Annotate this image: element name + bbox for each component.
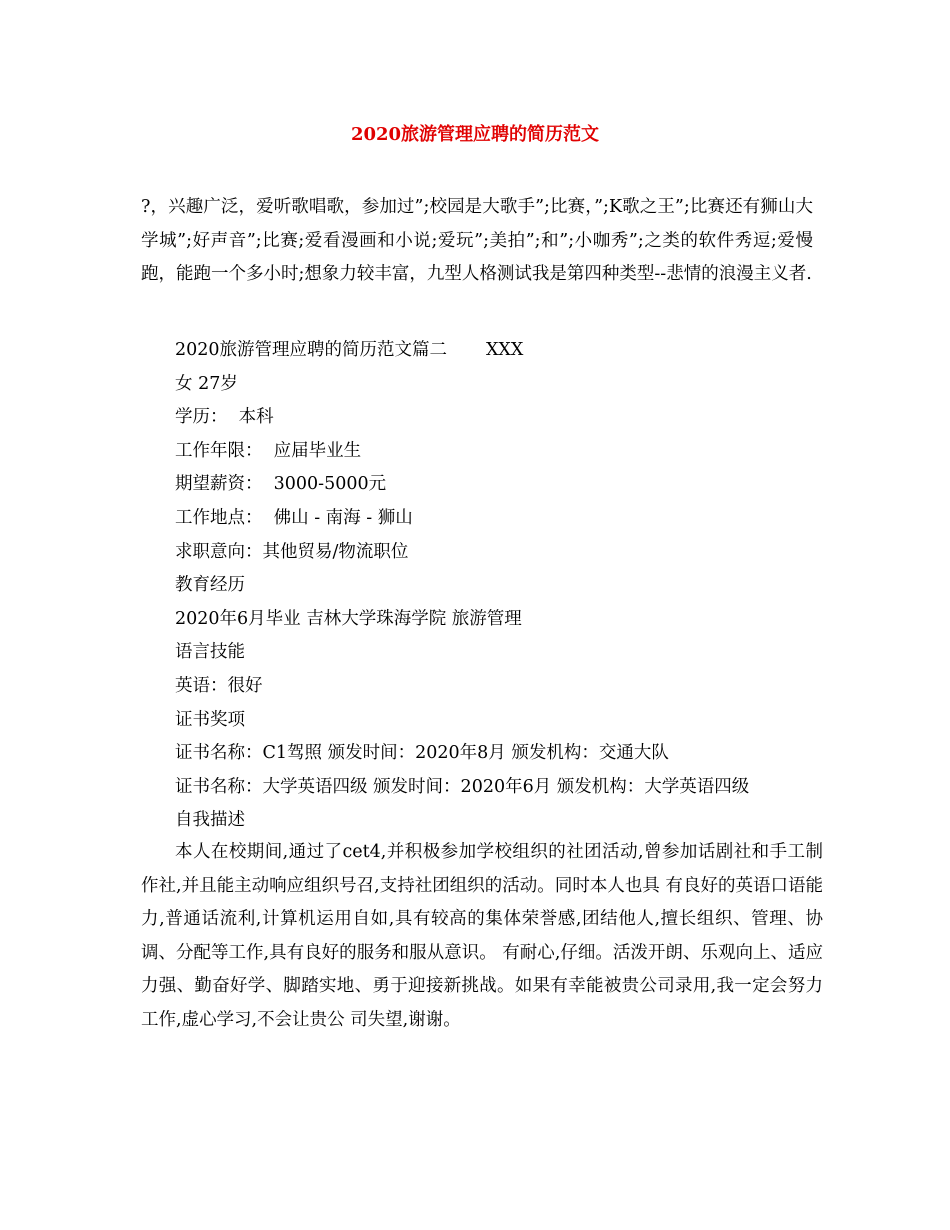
education-entry: 2020年6月毕业 吉林大学珠海学院 旅游管理 — [175, 608, 522, 629]
document-title: 2020旅游管理应聘的简历范文 — [350, 124, 600, 145]
certificates-heading: 证书奖项 — [175, 709, 245, 730]
language-skills-heading: 语言技能 — [175, 642, 245, 663]
english-skill-line: 英语：很好 — [175, 675, 263, 696]
work-location-line: 工作地点： 佛山 - 南海 - 狮山 — [175, 507, 413, 528]
education-level-line: 学历： 本科 — [175, 407, 274, 428]
self-description-heading: 自我描述 — [175, 810, 245, 831]
certificate-line: 证书名称：C1驾照 颁发时间：2020年8月 颁发机构：交通大队 — [175, 743, 669, 764]
resume-lines — [175, 334, 815, 838]
education-heading: 教育经历 — [175, 575, 245, 596]
job-intention-line: 求职意向：其他贸易/物流职位 — [175, 541, 409, 562]
resume-heading-line: 2020旅游管理应聘的简历范文篇二 XXX — [175, 340, 524, 360]
intro-paragraph: ?，兴趣广泛，爱听歌唱歌，参加过”;校园是大歌手”;比赛，”;K歌之王”;比赛还有狮山大学城”;好声音”;比赛;爱看漫画和小说;爱玩”;美拍”;和”;小咖秀”;之类的软件秀逗;爱慢跑，能跑一个多小时;想象力较丰富，九型人格测试我是第四种类型--悲情的浪漫主义者. — [141, 197, 813, 284]
work-years-line: 工作年限： 应届毕业生 — [175, 440, 362, 461]
expected-salary-line: 期望薪资： 3000-5000元 — [175, 474, 387, 495]
certificate-line: 证书名称：大学英语四级 颁发时间：2020年6月 颁发机构：大学英语四级 — [175, 776, 750, 797]
self-description-paragraph: 本人在校期间,通过了cet4,并积极参加学校组织的社团活动,曾参加话剧社和手工制作社,并且能主动响应组织号召,支持社团组织的活动。同时本人也具 有良好的英语口语能力,普通话流利,计算机运用自如,具有较高的集体荣誉感,团结他人,擅长组织、管理、协调、分配等工作,具有良好的服务和服从意识。 有耐心,仔细。活泼开朗、乐观向上、适应力强、勤奋好学、脚踏实地、勇于迎接新挑战。如果有幸能被贵公司录用,我一定会努力工作,虚心学习,不会让贵公 司失望,谢谢。 — [141, 842, 823, 1030]
gender-age-line: 女 27岁 — [175, 373, 238, 394]
